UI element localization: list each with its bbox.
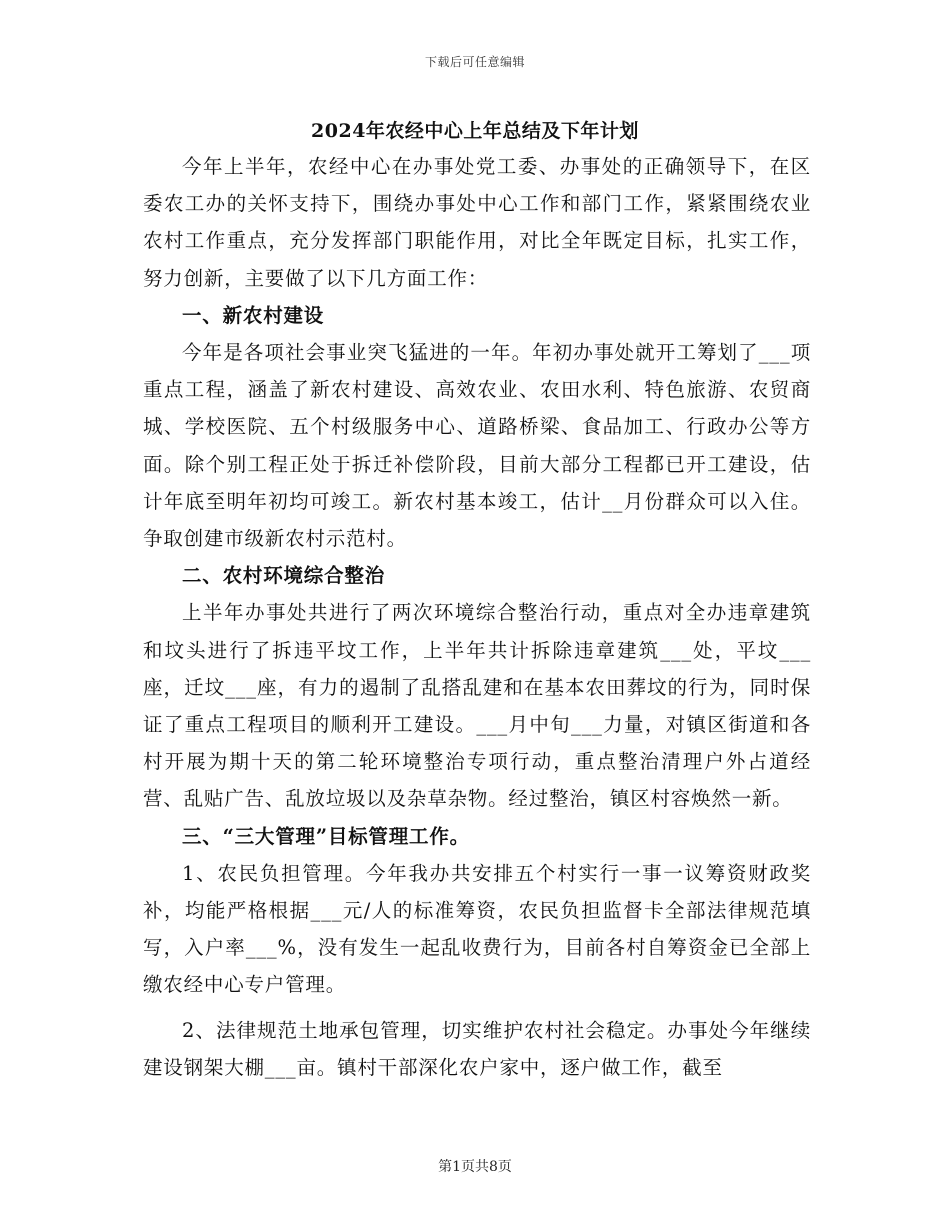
document-body <box>143 148 811 1086</box>
section-heading-1: 一、新农村建设 <box>182 303 325 327</box>
intro-paragraph: 今年上半年，农经中心在办事处党工委、办事处的正确领导下，在区委农工办的关怀支持下，围绕办事处中心工作和部门工作，紧紧围绕农业农村工作重点，充分发挥部门职能作用，对比全年既定目标，扎实工作，努力创新，主要做了以下几方面工作： <box>143 155 811 290</box>
document-title: 2024年农经中心上年总结及下年计划 <box>311 120 639 142</box>
section-heading-2: 二、农村环境综合整治 <box>182 564 386 588</box>
header-note: 下载后可任意编辑 <box>424 55 525 69</box>
section-heading-3: 三、“三大管理”目标管理工作。 <box>182 824 470 848</box>
section-3-item-2: 2、法律规范土地承包管理，切实维护农村社会稳定。办事处今年继续建设钢架大棚___亩。镇村干部深化农户家中，逐户做工作，截至 <box>143 1018 811 1079</box>
section-1-paragraph: 今年是各项社会事业突飞猛进的一年。年初办事处就开工筹划了___项重点工程，涵盖了新农村建设、高效农业、农田水利、特色旅游、农贸商城、学校医院、五个村级服务中心、道路桥梁、食品加工、行政办公等方面。除个别工程正处于拆迁补偿阶段，目前大部分工程都已开工建设，估计年底至明年初均可竣工。新农村基本竣工，估计__月份群众可以入住。争取创建市级新农村示范村。 <box>143 341 811 551</box>
section-2-paragraph: 上半年办事处共进行了两次环境综合整治行动，重点对全办违章建筑和坟头进行了拆违平坟工作，上半年共计拆除违章建筑___处，平坟___座，迁坟___座，有力的遏制了乱搭乱建和在基本农田葬坟的行为，同时保证了重点工程项目的顺利开工建设。___月中旬___力量，对镇区街道和各村开展为期十天的第二轮环境整治专项行动，重点整治清理户外占道经营、乱贴广告、乱放垃圾以及杂草杂物。经过整治，镇区村容焕然一新。 <box>143 601 811 811</box>
section-3-item-1: 1、农民负担管理。今年我办共安排五个村实行一事一议筹资财政奖补，均能严格根据___元/人的标准筹资，农民负担监督卡全部法律规范填写，入户率___%，没有发生一起乱收费行为，目前各村自筹资金已全部上缴农经中心专户管理。 <box>143 861 811 997</box>
page-number: 第1页共8页 <box>438 1159 512 1175</box>
